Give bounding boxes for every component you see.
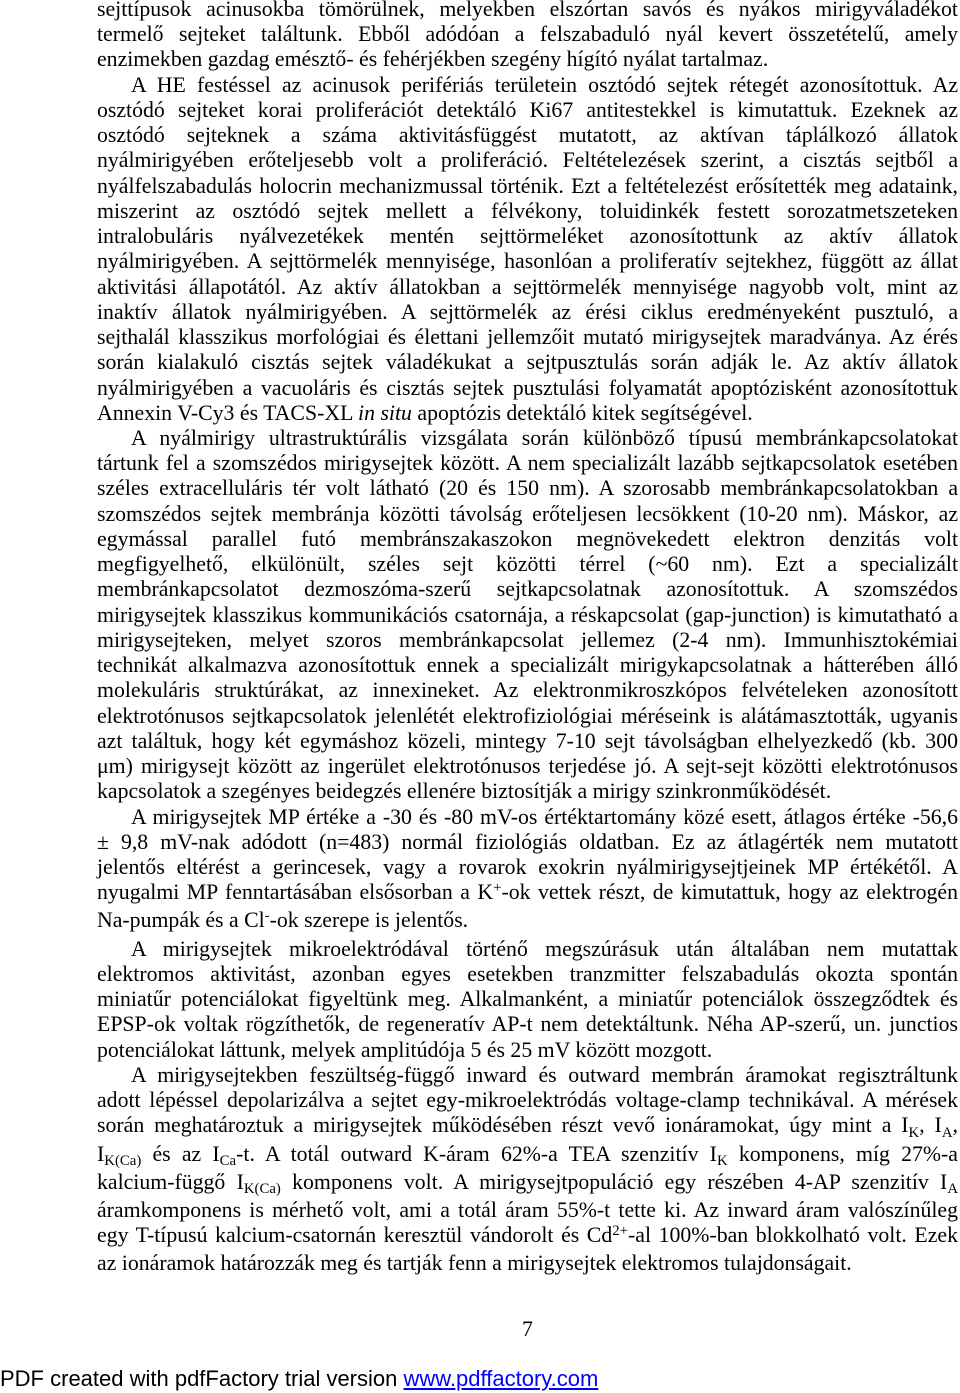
text-run: szomszédos sejtek membránja közötti távolság erőteljesen lecsökkent (10-20 nm). Máskor, az [97,501,958,526]
text-run: osztódó sejteket korai proliferációt detektáló Ki67 antitestekkel is kimutattuk. Ezeknek az [97,97,958,122]
text-line [97,426,958,451]
subscript: Ca [219,1152,237,1169]
text-line [97,98,958,123]
paragraph [97,426,958,805]
text-run: -t. A totál outward K-áram 62%-a TEA szenzitív I [236,1141,717,1166]
text-run: kapcsolatok a szegényes beidegzés ellenére biztosítják a mirigy szinkronműködését. [97,779,832,804]
text-run: A nyálmirigy ultrastruktúrális vizsgálata során különböző típusú membránkapcsolatokat [131,425,958,450]
text-run: nyálmirigyében erőteljesebb volt a proliferáció. Feltételezések szerint, a cisztás sejtből a [97,148,958,173]
text-line [97,704,958,729]
text-line [97,880,958,908]
text-run: sejthalál klasszikus morfológiai és élettani jellemzőit mutató mirigysejtek maradványa. Az érés [97,325,958,350]
text-run: potenciálokat láttunk, melyek amplitúdója 5 és 25 mV között mozgott. [97,1037,713,1062]
text-run: inaktív állatok nyálmirigyében. A sejttörmelék az érési ciklus eredményeként pusztuló, a [97,299,958,324]
text-run: komponens volt. A mirigysejtpopuláció egy részében 4-AP szenzitív I [280,1169,948,1194]
paragraph [97,0,958,73]
text-line [97,224,958,249]
text-line [97,401,958,426]
text-run: nyálmirigyében. A sejttörmelék mennyisége, hasonlóan a proliferatív sejtekhez, függött az állat [97,249,958,274]
text-line [97,1170,958,1198]
footer-text: PDF created with pdfFactory trial version [0,1366,398,1391]
text-line [97,73,958,98]
text-run: nyálfelszabadulás holocrin mechanizmussal történik. Ezt a feltételezést erősítették meg adataink, [97,173,958,198]
text-run: miszerint az osztódó sejtek mellett a félvékony, toluidinkék festett sorozatmetszeteken [97,198,958,223]
text-line [97,275,958,300]
text-run: során kialakuló cisztás sejtek váladékukat a sejtpusztulás során adják le. Az aktív állatok [97,350,958,375]
superscript: - [264,908,270,925]
subscript: K(Ca) [243,1181,281,1198]
pdf-footer [0,1366,598,1391]
text-run: Annexin V-Cy3 és TACS-XL [97,400,359,425]
text-run: nyugalmi MP fenntartásában elsősorban a K [97,880,494,905]
subscript: K [908,1124,920,1141]
text-line [97,1088,958,1113]
text-run: -ok szerepe is jelentős. [269,908,469,933]
text-line [97,249,958,274]
text-line [97,987,958,1012]
text-line [97,779,958,804]
text-line [97,962,958,987]
text-line [97,805,958,830]
text-run: A HE festéssel az acinusok perifériás területein osztódó sejtek rétegét azonosítottuk. Az [131,72,958,97]
text-line [97,199,958,224]
text-run: kalcium-függő I [97,1169,244,1194]
text-run: adott lépéssel depolarizálva a sejtet egy-mikroelektródás voltage-clamp technikával. A mérések [97,1088,958,1113]
text-line [97,937,958,962]
text-line [97,174,958,199]
text-line [97,729,958,754]
text-run: miniatűr potenciálokat figyeltünk meg. Alkalmanként, a miniatűr potenciálok összegződtek és [97,987,958,1012]
paragraph [97,805,958,937]
text-run: mirigysejtek klasszikus kommunikációs csatornája, a réskapcsolat (gap-junction) is kimutatható a [97,602,958,627]
text-run: technikát alkalmazva azonosítottuk ennek a specializált mirigykapcsolatnak a hátterében álló [97,653,958,678]
text-line [97,577,958,602]
text-line [97,1223,958,1251]
text-line [97,1142,958,1170]
text-run: , I [919,1113,942,1138]
text-line [97,123,958,148]
text-line [97,148,958,173]
text-run: osztódó sejteknek a száma aktivitásfüggést mutatott, az aktívan táplálkozó állatok [97,123,958,148]
text-line [97,325,958,350]
text-line [97,476,958,501]
pdffactory-link[interactable]: www.pdffactory.com [403,1366,599,1391]
text-run: széles extracelluláris tér volt látható (20 és 150 nm). A szorosabb membránkapcsolatokban a [97,476,958,501]
text-run: -al 100%-ban blokkolható volt. Ezek [628,1223,958,1248]
text-line [97,451,958,476]
superscript: + [493,879,502,896]
text-run: μm) mirigysejt között az ingerület elektrotónusos terjedése jó. A sejt-sejt közötti elektrotónusos [97,754,958,779]
superscript: 2+ [612,1222,629,1239]
text-line [97,678,958,703]
text-run: áramkomponens is mérhető volt, ami a totál áram 55%-t tette ki. Az inward áram valószínűleg [97,1198,958,1223]
text-run: A mirigysejtekben feszültség-függő inward és outward membrán áramokat regisztráltunk [131,1062,958,1087]
text-run: azt találtuk, hogy két egymáshoz közeli, mintegy 7-10 sejt távolságban elhelyezkedő (kb. 300 [97,728,958,753]
text-line [97,653,958,678]
text-line [97,628,958,653]
text-line [97,0,958,22]
text-line [97,1038,958,1063]
text-run: és az I [141,1141,220,1166]
text-line [97,1251,958,1276]
subscript: A [941,1124,953,1141]
text-line [97,1012,958,1037]
text-run: membránkapcsolatot dezmoszóma-szerű sejtkapcsolatnak azonosítottuk. A szomszédos [97,577,958,602]
text-run: A mirigysejtek mikroelektródával történő megszúrásuk után általában nem mutattak [131,936,958,961]
text-line [97,603,958,628]
text-line [97,754,958,779]
text-run: elektromos aktivitást, azonban egyes esetekben tranzmitter felszabadulás okozta spontán [97,961,958,986]
text-run: tártunk fel a szomszédos mirigysejtek között. A nem specializált lazább sejtkapcsolatok esetében [97,451,958,476]
subscript: A [947,1181,959,1198]
text-line [97,1113,958,1141]
text-run: során meghatároztuk a mirigysejtek működésében részt vevő ionáramokat, úgy mint a I [97,1113,909,1138]
text-line [97,22,958,47]
text-run: molekuláris struktúrákat, az innexineket. Az elektronmikroszkópos felvételeken azonosított [97,678,958,703]
document-body [97,0,958,1277]
text-run: sejttípusok acinusokba tömörülnek, melyekben elszórtan savós és nyákos mirigyváladékot [97,0,958,21]
text-run: EPSP-ok voltak rögzíthetők, de regeneratív AP-t nem detektáltunk. Néha AP-szerű, un. junctios [97,1012,958,1037]
text-run: apoptózis detektáló kitek segítségével. [411,400,753,425]
text-run: termelő sejteket találtunk. Ebből adódóan a felszabaduló nyál kevert összetételű, amely [97,22,958,47]
page-number: 7 [522,1317,533,1341]
paragraph [97,73,958,426]
text-run: , [952,1113,958,1138]
text-line [97,855,958,880]
text-run: aktivitási állapotától. Az aktív állatokban a sejttörmelék mennyisége nagyobb volt, mint az [97,274,958,299]
text-line [97,552,958,577]
paragraph [97,1063,958,1277]
text-run: ± 9,8 mV-nak adódott (n=483) normál fiziológiás oldatban. Ez az átlagérték nem mutatott [97,829,958,854]
text-run: -ok vettek részt, de kimutattuk, hogy az elektrogén [501,880,958,905]
text-line [97,908,958,936]
text-line [97,502,958,527]
text-run: elektrotónusos sejtkapcsolatok jelenlétét elektrofiziológiai méréseink is alátámasztották, ugyanis [97,703,958,728]
italic-text: in situ [358,400,412,425]
text-run: I [97,1141,105,1166]
text-run: egy T-típusú kalcium-csatornán keresztül vándorolt és Cd [97,1223,613,1248]
text-run: jelentős eltérést a gerincesek, vagy a rovarok exokrin nyálmirigysejtjeinek MP értékétől. A [97,854,958,879]
text-line [97,47,958,72]
text-line [97,300,958,325]
text-run: nyálmirigyében a vacuoláris és cisztás sejtek pusztulási folyamatát apoptózisként azonosítottuk [97,375,958,400]
text-run: A mirigysejtek MP értéke a -30 és -80 mV-os értéktartomány közé esett, átlagos értéke -56,6 [131,804,958,829]
subscript: K [716,1152,728,1169]
text-line [97,350,958,375]
text-run: Na-pumpák és a Cl [97,908,265,933]
paragraph [97,937,958,1063]
text-run: egymással parallel futó membránszakaszokon megnövekedett elektron denzitás volt [97,526,958,551]
text-run: mirigysejteken, melyet szoros membránkapcsolat jellemez (2-4 nm). Immunhisztokémiai [97,627,958,652]
text-run: komponens, míg 27%-a [727,1141,958,1166]
text-line [97,1198,958,1223]
text-run: megfigyelhető, elkülönült, széles sejt közötti térrel (~60 nm). Ezt a specializált [97,552,958,577]
text-line [97,830,958,855]
text-line [97,376,958,401]
text-run: az ionáramok határozzák meg és tartják fenn a mirigysejtek elektromos tulajdonságait. [97,1251,852,1276]
text-line [97,1063,958,1088]
text-line [97,527,958,552]
text-run: intralobuláris nyálvezetékek mentén sejttörmeléket azonosítottunk az aktív állatok [97,224,958,249]
text-run: enzimekben gazdag emésztő- és fehérjékben szegény hígító nyálat tartalmaz. [97,47,769,72]
subscript: K(Ca) [104,1152,142,1169]
